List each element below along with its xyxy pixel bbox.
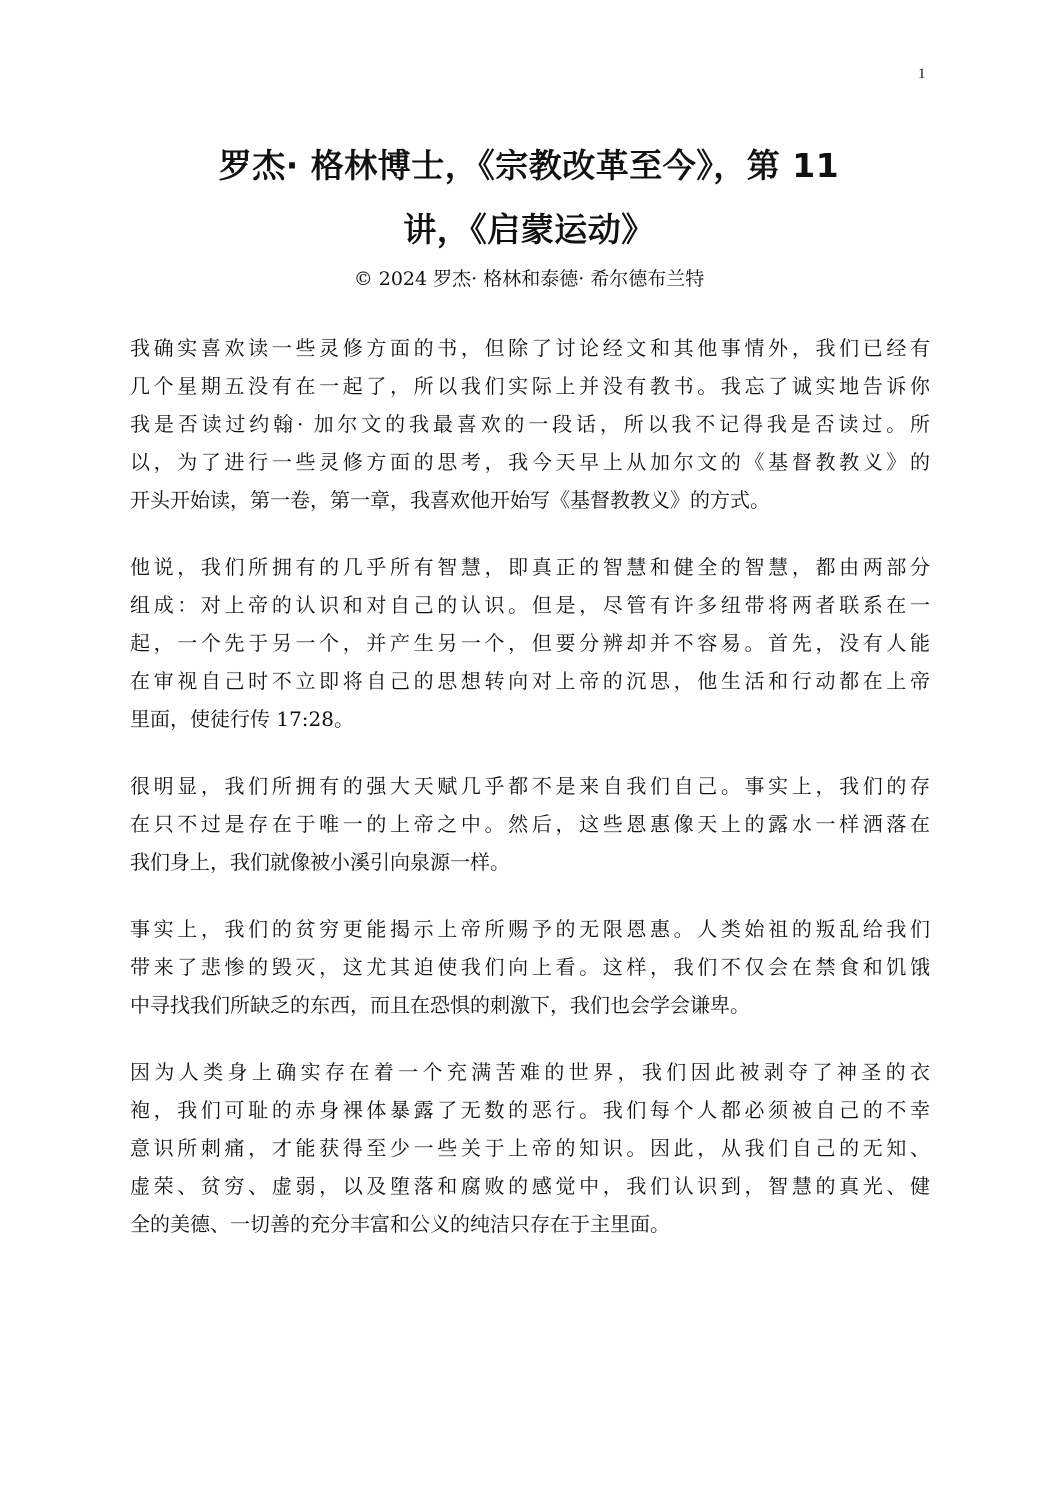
paragraph [130,548,930,738]
text-line: 意识所刺痛，才能获得至少一些关于上帝的知识。因此，从我们自己的无知、 [130,1136,930,1160]
text-line: 几个星期五没有在一起了，所以我们实际上并没有教书。我忘了诚实地告诉你 [130,374,930,398]
text-line: 虚荣、贫穷、虚弱，以及堕落和腐败的感觉中，我们认识到，智慧的真光、健 [130,1174,930,1198]
text-line: 在只不过是存在于唯一的上帝之中。然后，这些恩惠像天上的露水一样洒落在 [130,812,930,836]
text-line: 我是否读过约翰· 加尔文的我最喜欢的一段话，所以我不记得我是否读过。所 [130,412,930,436]
text-line: 开头开始读，第一卷，第一章，我喜欢他开始写《基督教教义》的方式。 [130,488,770,512]
document-body [130,329,930,1272]
text-line: 我们身上，我们就像被小溪引向泉源一样。 [130,850,510,874]
text-line: 带来了悲惨的毁灭，这尤其迫使我们向上看。这样，我们不仅会在禁食和饥饿 [130,955,930,979]
text-line: 组成：对上帝的认识和对自己的认识。但是，尽管有许多纽带将两者联系在一 [130,593,930,617]
text-line: 里面，使徒行传 17:28。 [130,707,354,731]
text-line: 我确实喜欢读一些灵修方面的书，但除了讨论经文和其他事情外，我们已经有 [130,336,930,360]
text-line: 事实上，我们的贫穷更能揭示上帝所赐予的无限恩惠。人类始祖的叛乱给我们 [130,917,930,941]
paragraph [130,910,930,1024]
text-line: 他说，我们所拥有的几乎所有智慧，即真正的智慧和健全的智慧，都由两部分 [130,555,930,579]
text-line: 中寻找我们所缺乏的东西，而且在恐惧的刺激下，我们也会学会谦卑。 [130,993,750,1017]
paragraph [130,1053,930,1243]
text-line: 在审视自己时不立即将自己的思想转向对上帝的沉思，他生活和行动都在上帝 [130,669,930,693]
text-line: 很明显，我们所拥有的强大天赋几乎都不是来自我们自己。事实上，我们的存 [130,774,930,798]
paragraph [130,329,930,519]
text-line: 因为人类身上确实存在着一个充满苦难的世界，我们因此被剥夺了神圣的衣 [130,1060,930,1084]
title-line: 罗杰· 格林博士，《宗教改革至今》，第 11 [218,146,840,185]
text-line: 以，为了进行一些灵修方面的思考，我今天早上从加尔文的《基督教教义》的 [130,450,930,474]
copyright-notice: © 2024 罗杰· 格林和泰德· 希尔德布兰特 [353,268,705,290]
paragraph [130,767,930,881]
text-line: 袍，我们可耻的赤身裸体暴露了无数的恶行。我们每个人都必须被自己的不幸 [130,1098,930,1122]
page-number: 1 [918,66,926,82]
document-title [150,134,908,262]
text-line: 全的美德、一切善的充分丰富和公义的纯洁只存在于主里面。 [130,1212,670,1236]
title-line: 讲，《启蒙运动》 [403,210,655,249]
text-line: 起，一个先于另一个，并产生另一个，但要分辨却并不容易。首先，没有人能 [130,631,930,655]
